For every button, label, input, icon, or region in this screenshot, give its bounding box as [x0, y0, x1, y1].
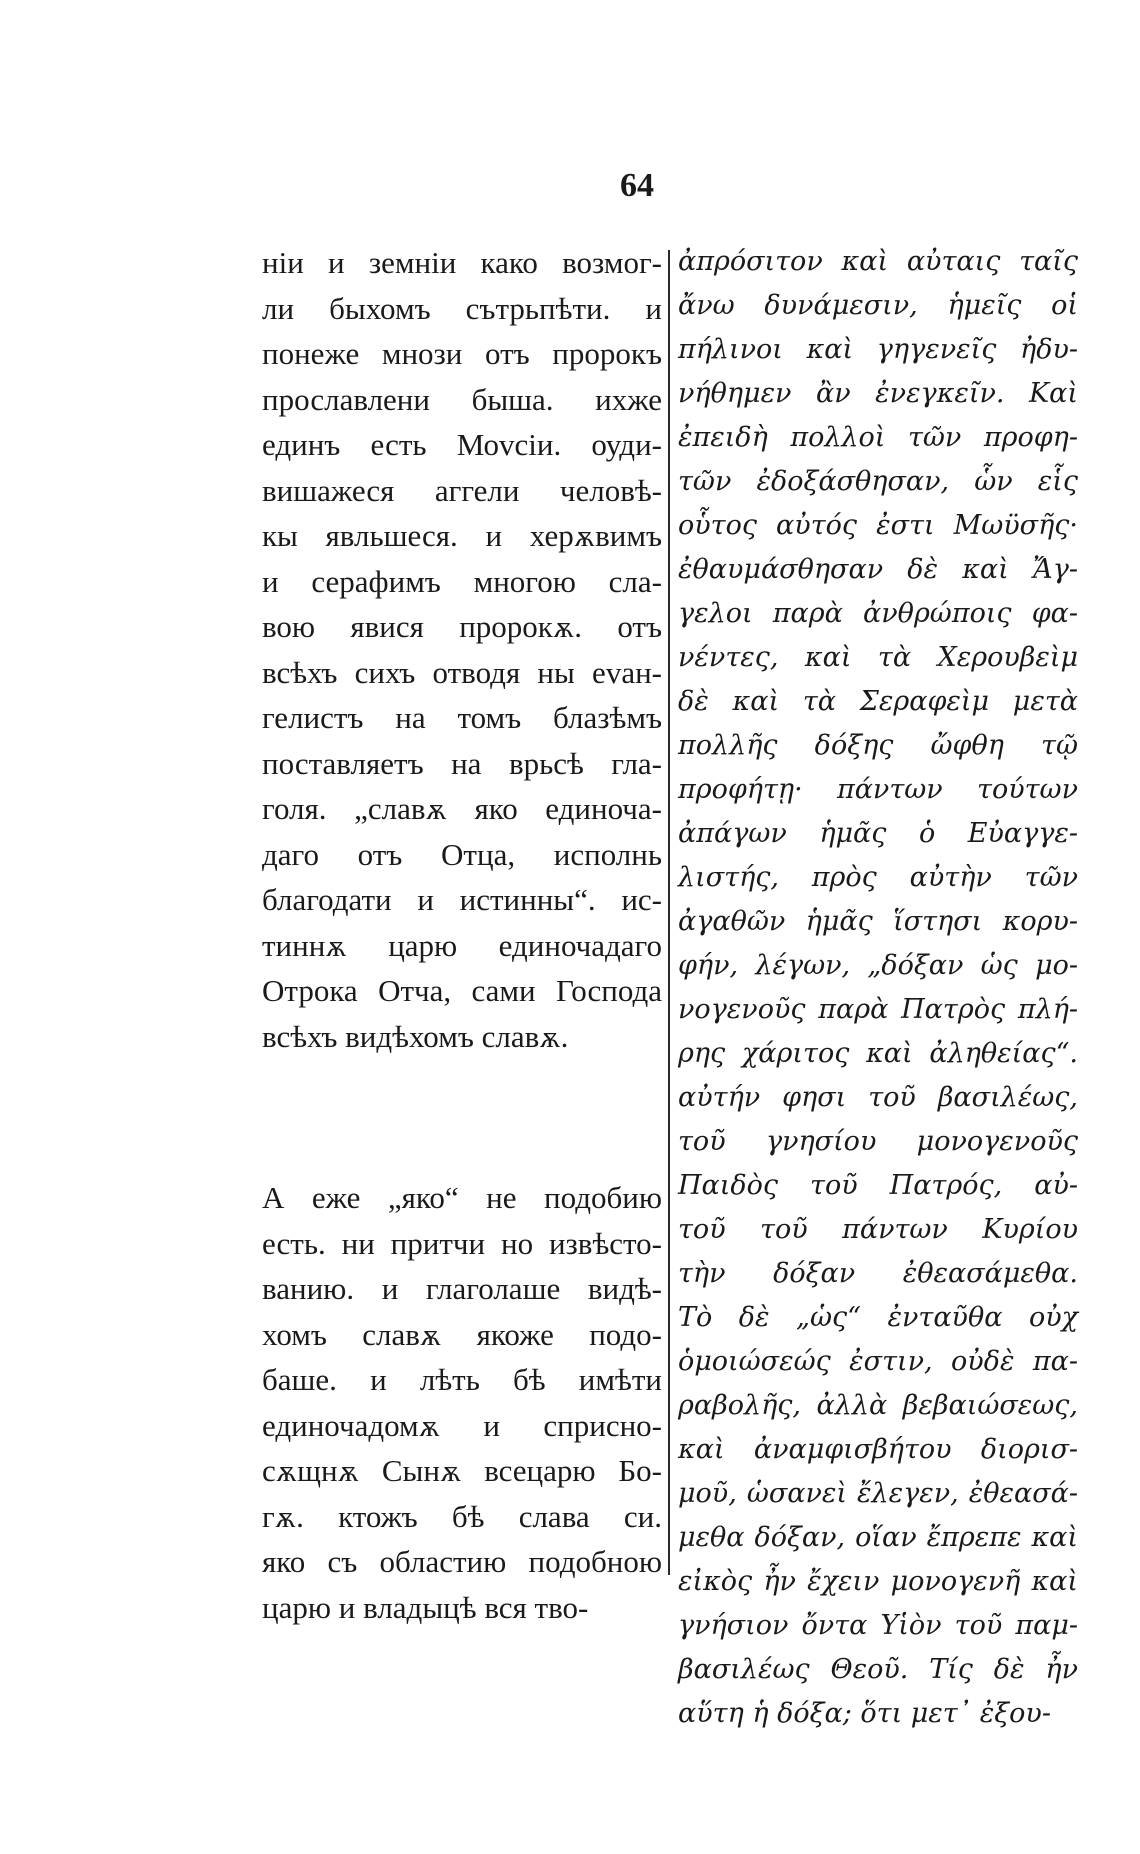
text-line: Τὸ δὲ „ὡς“ ἐνταῦθα οὐχ	[678, 1302, 1078, 1333]
text-line: καὶ ἀναμφισβήτου διορισ-	[678, 1434, 1078, 1465]
text-line: ἀπρόσιτον καὶ αὐταις ταῖς	[678, 246, 1078, 277]
text-line: благодати и истинны“. ис-	[262, 882, 662, 917]
text-line: А еже „яко“ не подобию	[262, 1180, 662, 1215]
text-line: νογενοῦς παρὰ Πατρὸς πλή-	[678, 994, 1078, 1025]
church-slavonic-column-bottom	[262, 1175, 662, 1630]
column-divider	[668, 250, 670, 1575]
text-line: μεθα δόξαν, οἵαν ἔπρεπε καὶ	[678, 1522, 1078, 1553]
text-line: Παιδὸς τοῦ Πατρός, αὐ-	[678, 1170, 1078, 1201]
church-slavonic-column-top	[262, 240, 662, 1059]
text-line: есть. ни притчи но извѣсто-	[262, 1225, 662, 1261]
text-line: прославлени быша. ихже	[262, 381, 662, 417]
text-line: всѣхъ сихъ отводя ны еvан-	[262, 654, 662, 690]
text-line: φήν, λέγων, „δόξαν ὡς μο-	[678, 950, 1078, 981]
text-line: всѣхъ видѣхомъ славѫ.	[262, 1018, 569, 1054]
text-line: ἀγαθῶν ἡμᾶς ἵστησι κορυ-	[678, 906, 1078, 937]
text-line: γελοι παρὰ ἀνθρώποις φα-	[678, 598, 1078, 629]
text-line: προφήτῃ· πάντων τούτων	[678, 774, 1078, 805]
text-line: вою явися пророкѫ. отъ	[262, 609, 662, 644]
text-line: кы явльшеся. и херѫвимъ	[262, 518, 662, 553]
text-line: ніи и земніи како возмог-	[262, 245, 662, 280]
text-line: λιστής, πρὸς αὐτὴν τῶν	[678, 862, 1078, 893]
text-line: πολλῆς δόξης ὤφθη τῷ	[678, 730, 1078, 761]
text-line: голя. „славѫ яко единоча-	[262, 791, 662, 826]
text-line: εἰκὸς ἦν ἔχειν μονογενῆ καὶ	[678, 1566, 1078, 1597]
text-line: ἐθαυμάσθησαν δὲ καὶ Ἄγ-	[678, 554, 1078, 585]
text-line: γνήσιον ὄντα Υἱὸν τοῦ παμ-	[678, 1610, 1078, 1641]
text-line: гелистъ на томъ блазѣмъ	[262, 700, 662, 735]
text-line: ἐπειδὴ πολλοὶ τῶν προφη-	[678, 422, 1078, 453]
text-line: αὕτη ἡ δόξα; ὅτι μετ᾽ ἐξου-	[678, 1698, 1051, 1729]
text-line: и серафимъ многою сла-	[262, 563, 662, 599]
text-line: понеже мнози отъ пророкъ	[262, 336, 662, 371]
text-line: Отрока Отча, сами Господа	[262, 973, 662, 1008]
text-line: ραβολῆς, ἀλλὰ βεβαιώσεως,	[678, 1390, 1078, 1421]
text-line: μοῦ, ὡσανεὶ ἔλεγεν, ἐθεασά-	[678, 1478, 1078, 1509]
text-line: яко съ областию подобною	[262, 1544, 662, 1579]
text-line: баше. и лѣть бѣ имѣти	[262, 1362, 662, 1397]
text-line: вишажеся аггели человѣ-	[262, 472, 662, 508]
text-line: τῶν ἐδοξάσθησαν, ὧν εἷς	[678, 466, 1078, 497]
text-line: сѫщнѫ Сынѫ всецарю Бо-	[262, 1453, 662, 1488]
text-line: хомъ славѫ якоже подо-	[262, 1316, 662, 1352]
text-line: βασιλέως Θεοῦ. Τίς δὲ ἦν	[678, 1654, 1078, 1685]
text-line: νήθημεν ἂν ἐνεγκεῖν. Καὶ	[678, 378, 1078, 409]
text-line: единочадомѫ и сприсно-	[262, 1407, 662, 1443]
text-line: πήλινοι καὶ γηγενεῖς ἠδυ-	[678, 334, 1078, 365]
text-line: поставляетъ на врьсѣ гла-	[262, 745, 662, 781]
greek-column	[678, 240, 1078, 1736]
text-line: гѫ. ктожъ бѣ слава си.	[262, 1498, 662, 1534]
text-line: ἄνω δυνάμεσιν, ἡμεῖς οἱ	[678, 290, 1078, 321]
text-line: ρης χάριτος καὶ ἀληθείας“.	[678, 1038, 1078, 1069]
text-line: δὲ καὶ τὰ Σεραφεὶμ μετὰ	[678, 686, 1078, 717]
text-line: ὁμοιώσεώς ἐστιν, οὐδὲ πα-	[678, 1346, 1078, 1377]
text-line: τοῦ τοῦ πάντων Κυρίου	[678, 1214, 1078, 1245]
text-line: ванию. и глаголаше видѣ-	[262, 1271, 662, 1306]
page-number: 64	[620, 167, 654, 204]
text-line: τοῦ γνησίου μονογενοῦς	[678, 1126, 1078, 1157]
text-line: νέντες, καὶ τὰ Χερουβεὶμ	[678, 642, 1078, 673]
text-line: τὴν δόξαν ἐθεασάμεθα.	[678, 1258, 1078, 1289]
text-line: οὗτος αὐτός ἐστι Μωϋσῆς·	[678, 510, 1078, 541]
text-line: ли быхомъ сътрьпѣти. и	[262, 290, 662, 326]
text-line: ἀπάγων ἡμᾶς ὁ Εὐαγγε-	[678, 818, 1078, 849]
text-line: αὐτήν φησι τοῦ βασιλέως,	[678, 1082, 1078, 1113]
text-line: тиннѫ царю единочадаго	[262, 927, 662, 963]
text-line: единъ есть Моvсіи. оуди-	[262, 427, 662, 462]
text-line: даго отъ Отца, исполнь	[262, 836, 662, 872]
text-line: царю и владыцѣ вся тво-	[262, 1589, 589, 1625]
